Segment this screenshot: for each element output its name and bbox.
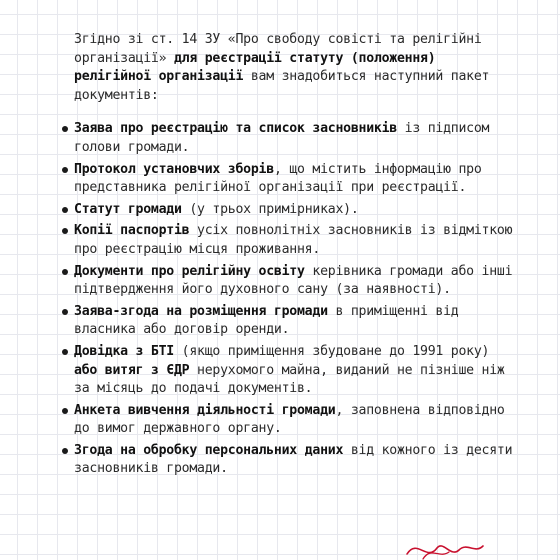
- item-title: Копії паспортів: [74, 223, 190, 239]
- item-title: Заява про реєстрацію та список засновників: [74, 121, 397, 137]
- item-text: , що містить інформацію про представника релігійної організації при реєстрації.: [74, 161, 482, 196]
- item-text: (у трьох примірниках).: [181, 201, 359, 217]
- intro-text-end: вам знадобиться наступний пакет документів:: [74, 69, 490, 103]
- list-item: [74, 303, 514, 340]
- list-item: [74, 442, 514, 479]
- item-text: керівника громади або інші підтвердження його духовного сану (за наявності).: [74, 263, 513, 298]
- list-item: [74, 343, 514, 399]
- documents-list: [74, 120, 514, 479]
- item-title: Довідка з БТІ: [74, 343, 174, 359]
- list-item: [74, 201, 514, 220]
- list-item: [74, 402, 514, 439]
- item-text: , заповнена відповідно до вимог державного органу.: [74, 402, 505, 437]
- intro-bold: для реєстрації статуту (положення) релігійної організації: [74, 50, 436, 85]
- intro-paragraph: [74, 31, 514, 105]
- list-item: [74, 222, 514, 259]
- item-title: Статут громади: [74, 201, 182, 217]
- list-item: [74, 120, 514, 157]
- item-title: Протокол установчих зборів: [74, 161, 274, 177]
- item-text: в приміщенні від власника або договір оренди.: [74, 303, 459, 338]
- item-text: (якщо приміщення збудоване до 1991 року): [173, 343, 490, 359]
- item-title: Анкета вивчення діяльності громади: [74, 402, 336, 418]
- intro-text-start: Згідно зі ст. 14 ЗУ «Про свободу совісті та релігійні організації»: [74, 32, 482, 66]
- item-text: із підписом голови громади.: [74, 121, 490, 155]
- item-title-secondary: або витяг з ЄДР: [74, 362, 190, 378]
- item-text: усіх повнолітніх засновників із відміткою про реєстрацію місця проживання.: [74, 223, 513, 257]
- list-item: [74, 263, 514, 300]
- item-title: Документи про релігійну освіту: [74, 263, 305, 279]
- document-body: [74, 31, 514, 482]
- decorative-squiggle: [405, 532, 485, 560]
- item-title: Згода на обробку персональних даних: [74, 442, 344, 458]
- item-title: Заява-згода на розміщення громади: [74, 303, 328, 319]
- list-item: [74, 161, 514, 198]
- item-text-secondary: нерухомого майна, виданий не пізніше ніж за місяць до подачі документів.: [74, 362, 505, 397]
- item-text: від кожного із десяти засновників громади.: [74, 442, 513, 477]
